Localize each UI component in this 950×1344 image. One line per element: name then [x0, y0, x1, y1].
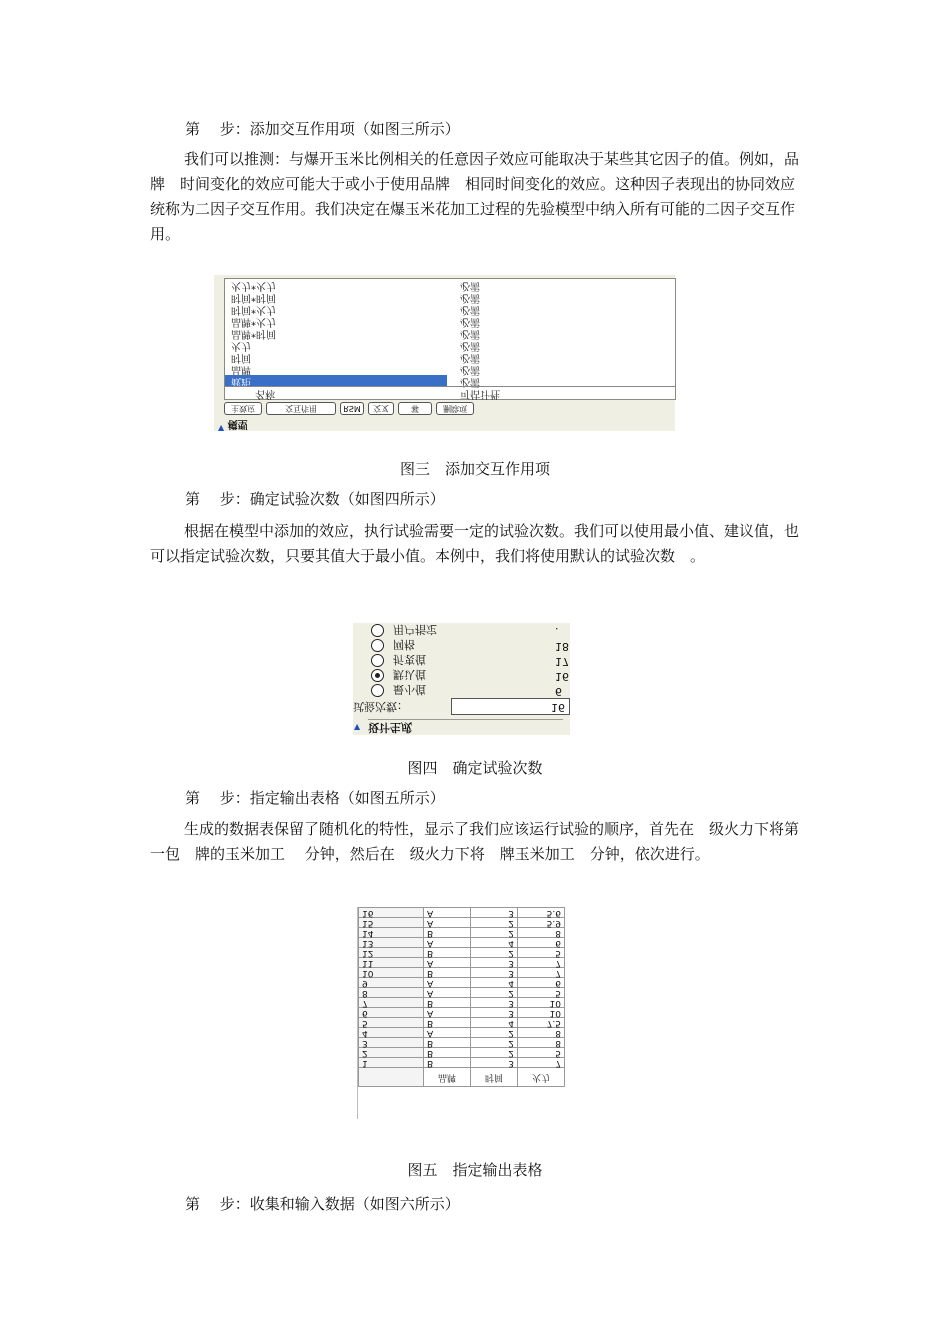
list-item[interactable]: 时间*时间 必需 — [231, 292, 480, 303]
table-cell[interactable]: B — [424, 928, 471, 938]
figure-5-caption: 图五 指定输出表格 — [407, 1161, 543, 1179]
cross-button[interactable]: 交叉 — [368, 402, 394, 415]
table-cell[interactable]: 7 — [518, 1058, 565, 1068]
table-cell[interactable]: 5 — [518, 1048, 565, 1058]
table-cell[interactable]: 5.9 — [518, 918, 565, 928]
rsm-button[interactable]: RSM — [340, 402, 364, 415]
row-number: 12 — [359, 948, 424, 958]
list-item-selected[interactable]: 截距 — [225, 375, 447, 387]
table-cell[interactable]: 4 — [471, 1018, 518, 1028]
step5-heading: 第 步：指定输出表格（如图五所示） — [185, 789, 445, 807]
table-cell[interactable]: B — [424, 1038, 471, 1048]
option-minimum[interactable]: 最小值 6 — [371, 683, 566, 698]
remove-term-button[interactable]: 删除项 — [436, 402, 474, 415]
table-cell[interactable]: A — [424, 988, 471, 998]
step4-heading: 第 步：确定试验次数（如图四所示） — [185, 490, 445, 508]
list-item[interactable]: 火力*火力 必需 — [231, 280, 480, 291]
table-cell[interactable]: 2 — [471, 1048, 518, 1058]
option-compromise[interactable]: 折衷值 17 — [371, 653, 566, 668]
table-row[interactable] — [359, 1008, 565, 1018]
row-number: 4 — [359, 1028, 424, 1038]
table-row[interactable] — [359, 1058, 565, 1068]
model-terms-list[interactable] — [224, 278, 676, 400]
design-table — [358, 907, 565, 1087]
table-row[interactable] — [359, 928, 565, 938]
table-cell[interactable]: 10 — [518, 1008, 565, 1018]
table-cell[interactable]: 5 — [518, 948, 565, 958]
table-row[interactable] — [359, 1048, 565, 1058]
list-item[interactable]: 火力 必需 — [231, 340, 480, 351]
table-cell[interactable]: A — [424, 908, 471, 918]
table-cell[interactable]: 3 — [471, 1008, 518, 1018]
row-number: 5 — [359, 1018, 424, 1028]
table-row[interactable] — [359, 908, 565, 918]
option-user-specified[interactable]: 用户指定 . — [371, 623, 566, 638]
table-cell[interactable]: 2 — [471, 1038, 518, 1048]
figure-4-caption: 图四 确定试验次数 — [407, 759, 543, 777]
table-cell[interactable]: 3 — [471, 958, 518, 968]
table-cell[interactable]: A — [424, 978, 471, 988]
table-cell[interactable]: 8 — [518, 1028, 565, 1038]
table-cell[interactable]: 7 — [518, 958, 565, 968]
figure-5-output-table — [357, 907, 567, 1119]
table-cell[interactable]: B — [424, 1058, 471, 1068]
list-item[interactable]: 时间 必需 — [231, 352, 480, 363]
row-number: 2 — [359, 1048, 424, 1058]
table-corner — [359, 1068, 424, 1087]
row-number: 8 — [359, 988, 424, 998]
step4-paragraph: 根据在模型中添加的效应，执行试验需要一定的试验次数。我们可以使用最小值、建议值，也可以指定试验次数，只要其值大于最小值。本例中，我们将使用默认的试验次数 。 — [150, 522, 800, 565]
step5-paragraph: 生成的数据表保留了随机化的特性，显示了我们应该运行试验的顺序，首先在 级火力下将第一包 牌的玉米加工 分钟，然后在 级火力下将 牌玉米加工 分钟，依次进行。 — [150, 820, 800, 863]
table-row[interactable] — [359, 938, 565, 948]
table-cell[interactable]: A — [424, 958, 471, 968]
list-item[interactable]: 品牌*火力 必需 — [231, 316, 480, 327]
row-number: 9 — [359, 978, 424, 988]
table-row[interactable] — [359, 948, 565, 958]
table-cell[interactable]: 4 — [471, 978, 518, 988]
table-row[interactable] — [359, 958, 565, 968]
step3-heading: 第 步：添加交互作用项（如图三所示） — [185, 120, 460, 138]
table-row[interactable] — [359, 1028, 565, 1038]
list-item-value: 必需 — [460, 376, 480, 387]
run-count-label: 试验次数： — [353, 700, 408, 713]
table-cell[interactable]: 8 — [518, 1038, 565, 1048]
table-cell[interactable]: 5.6 — [518, 908, 565, 918]
table-cell[interactable]: 10 — [518, 998, 565, 1008]
table-cell[interactable]: A — [424, 918, 471, 928]
step3-paragraph: 我们可以推测：与爆开玉米比例相关的任意因子效应可能取决于某些其它因子的值。例如，品牌 时间变化的效应可能大于或小于使用品牌 相同时间变化的效应。这种因子表现出的协同效应统称为二因子交互作用。我们决定在爆玉米花加工过程的先验模型中纳入所有可能的二因子交互作用。 — [150, 150, 800, 243]
row-number: 1 — [359, 1058, 424, 1068]
option-default[interactable]: 默认值 16 — [371, 668, 566, 683]
table-cell[interactable]: B — [424, 1048, 471, 1058]
table-cell[interactable]: 2 — [471, 1028, 518, 1038]
row-number: 3 — [359, 1038, 424, 1048]
list-item[interactable]: 品牌*时间 必需 — [231, 328, 480, 339]
row-number: 13 — [359, 938, 424, 948]
table-cell[interactable]: B — [424, 998, 471, 1008]
row-number: 7 — [359, 998, 424, 1008]
table-row[interactable] — [359, 988, 565, 998]
row-number: 15 — [359, 918, 424, 928]
row-number: 6 — [359, 1008, 424, 1018]
column-header[interactable]: 时间 — [471, 1068, 518, 1087]
table-cell[interactable]: A — [424, 1008, 471, 1018]
table-cell[interactable]: 2 — [471, 928, 518, 938]
table-cell[interactable]: B — [424, 948, 471, 958]
interactions-button[interactable]: 交互作用 — [266, 402, 336, 415]
figure-3-model-terms — [214, 275, 675, 431]
table-cell[interactable]: B — [424, 968, 471, 978]
table-cell[interactable]: 6 — [518, 938, 565, 948]
table-cell[interactable]: A — [424, 938, 471, 948]
row-number: 10 — [359, 968, 424, 978]
row-number: 16 — [359, 908, 424, 918]
table-cell[interactable]: 3 — [471, 908, 518, 918]
table-row[interactable] — [359, 998, 565, 1008]
column-header[interactable]: 品牌 — [424, 1068, 471, 1087]
table-row[interactable] — [359, 1018, 565, 1028]
list-item[interactable]: 时间*火力 必需 — [231, 304, 480, 315]
option-grid[interactable]: 网格 18 — [371, 638, 566, 653]
figure-4-run-count — [353, 623, 570, 735]
row-number: 11 — [359, 958, 424, 968]
step6-heading: 第 步：收集和输入数据（如图六所示） — [185, 1195, 460, 1213]
table-row[interactable] — [359, 1038, 565, 1048]
table-cell[interactable]: A — [424, 1028, 471, 1038]
table-cell[interactable]: 6 — [518, 978, 565, 988]
run-options — [353, 623, 570, 715]
table-cell[interactable]: 7 — [518, 968, 565, 978]
row-number: 14 — [359, 928, 424, 938]
table-row[interactable] — [359, 968, 565, 978]
table-cell[interactable]: 7.5 — [518, 1018, 565, 1028]
table-header-row — [359, 1068, 565, 1087]
table-row[interactable] — [359, 978, 565, 988]
list-item[interactable]: 品牌 必需 — [231, 364, 480, 375]
figure-3-caption: 图三 添加交互作用项 — [399, 460, 550, 478]
table-cell[interactable]: 3 — [471, 968, 518, 978]
table-row[interactable] — [359, 918, 565, 928]
run-count-input[interactable]: 16 — [451, 698, 570, 715]
table-cell[interactable]: 2 — [471, 948, 518, 958]
list-header: 名称 可估计性 — [225, 386, 675, 399]
main-effects-button[interactable]: 主效应 — [224, 402, 262, 415]
table-cell[interactable]: 3 — [471, 998, 518, 1008]
design-generation-title[interactable]: ▲ 设计生成 — [368, 719, 563, 734]
model-panel-title[interactable]: ▲ 模型 — [218, 418, 248, 432]
table-cell[interactable]: 5 — [518, 988, 565, 998]
table-cell[interactable]: 8 — [518, 928, 565, 938]
power-button[interactable]: 幂 — [398, 402, 432, 415]
table-cell[interactable]: B — [424, 1018, 471, 1028]
table-cell[interactable]: 3 — [471, 1058, 518, 1068]
column-header[interactable]: 火力 — [518, 1068, 565, 1087]
table-cell[interactable]: 2 — [471, 988, 518, 998]
table-cell[interactable]: 2 — [471, 918, 518, 928]
table-cell[interactable]: 4 — [471, 938, 518, 948]
